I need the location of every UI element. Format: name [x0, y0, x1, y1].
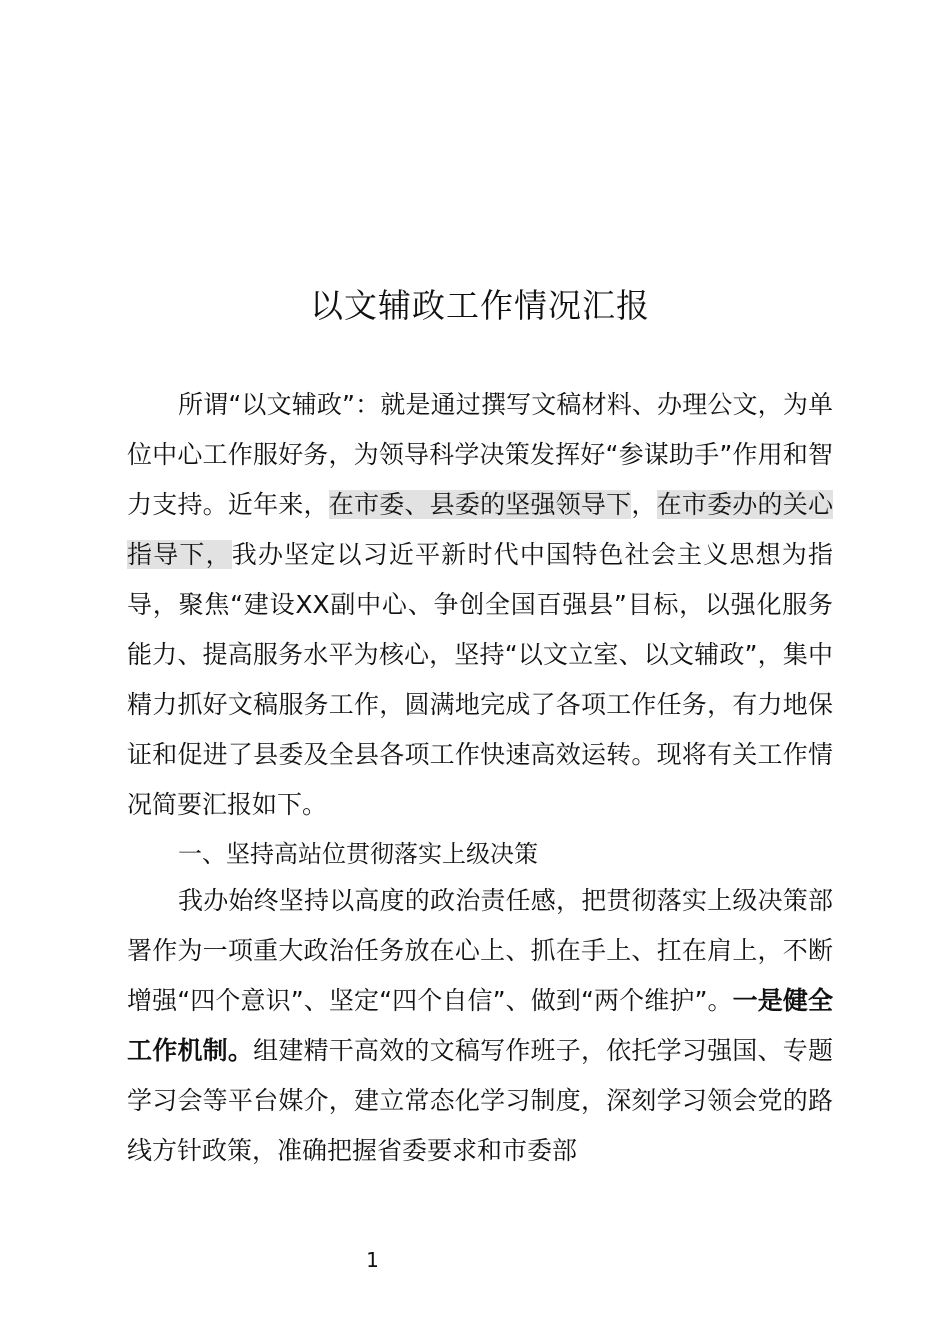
section-text-part2: 组建精干高效的文稿写作班子，依托学习强国、专题学习会等平台媒介，建立常态化学习制度，深刻学习领会党的路线方针政策，准确把握省委要求和市委部 [127, 1036, 833, 1165]
section-paragraph-1 [127, 876, 833, 1176]
intro-separator: ， [631, 490, 657, 519]
intro-paragraph [127, 380, 833, 830]
intro-text-part2: 我办坚定以习近平新时代中国特色社会主义思想为指导，聚焦“建设XX副中心、争创全国百强县”目标，以强化服务能力、提高服务水平为核心，坚持“以文立室、以文辅政”，集中精力抓好文稿服务工作，圆满地完成了各项工作任务，有力地保证和促进了县委及全县各项工作快速高效运转。现将有关工作情况简要汇报如下。 [127, 540, 833, 819]
intro-text-part1: 所谓“以文辅政”：就是通过撰写文稿材料、办理公文，为单位中心工作服好务，为领导科学决策发挥好“参谋助手”作用和智力支持。近年来， [127, 390, 833, 519]
document-title: 以文辅政工作情况汇报 [310, 286, 650, 325]
highlighted-text-1: 在市委、县委的坚强领导下 [328, 490, 632, 519]
highlighted-text-2: 在市委办的关心指导下， [127, 490, 833, 569]
section-text-part1: 我办始终坚持以高度的政治责任感，把贯彻落实上级决策部署作为一项重大政治任务放在心上、抓在手上、扛在肩上，不断增强“四个意识”、坚定“四个自信”、做到“两个维护”。 [127, 886, 833, 1015]
page-number: 1 [366, 1248, 379, 1272]
section-heading-1: 一、坚持高站位贯彻落实上级决策 [178, 840, 538, 868]
bold-subheading: 一是健全工作机制。 [127, 986, 833, 1065]
